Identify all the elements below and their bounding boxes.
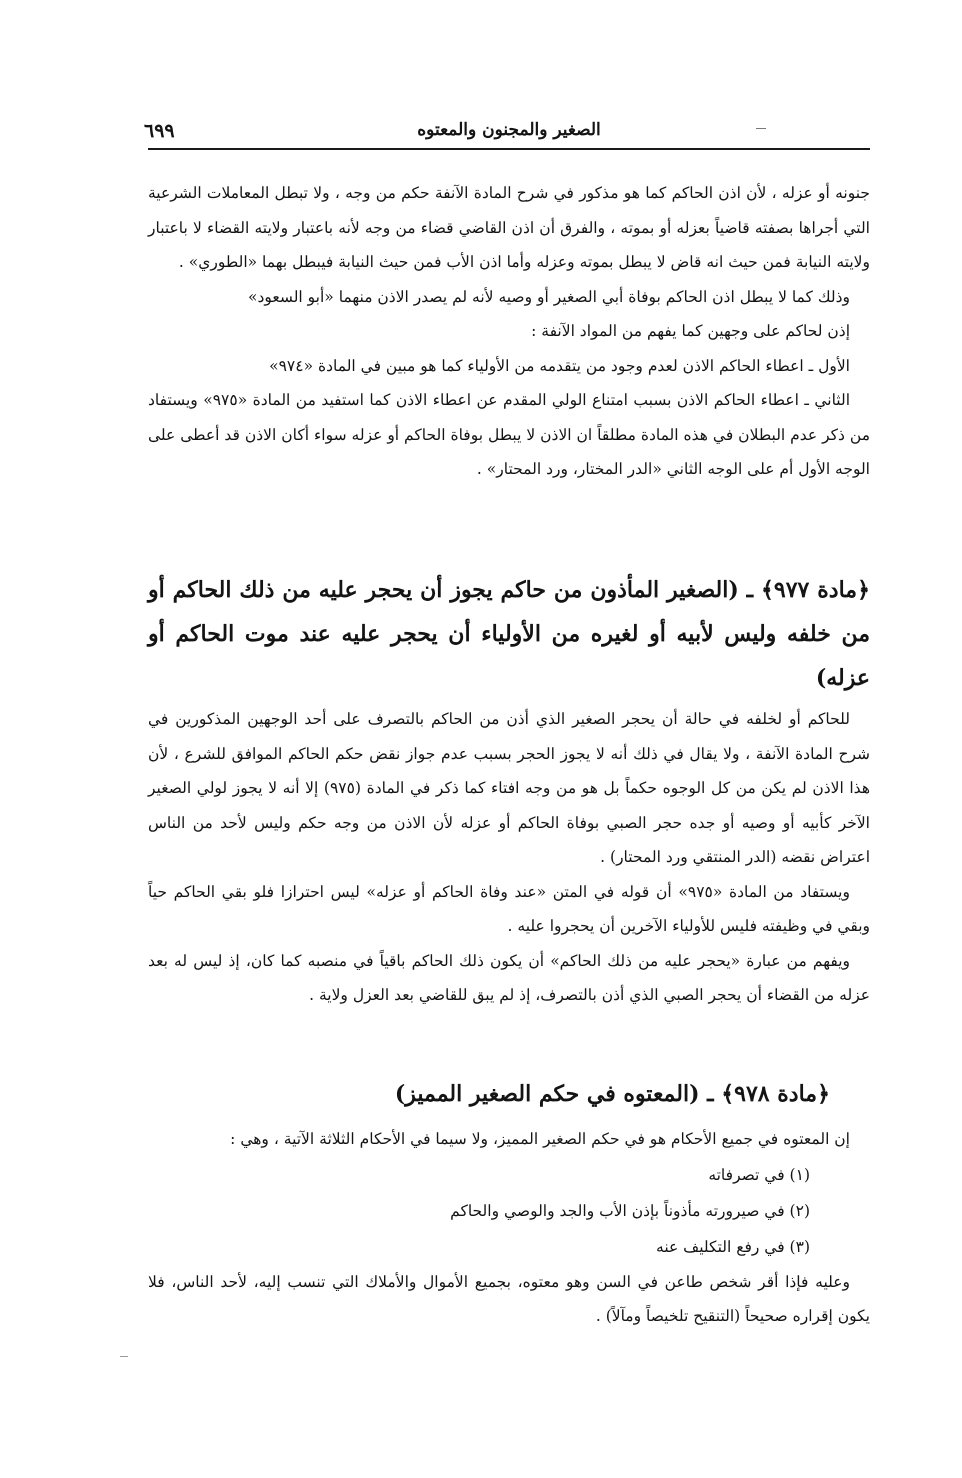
paragraph: ويفهم من عبارة «يحجر عليه من ذلك الحاكم» أن يكون ذلك الحاكم باقياً في منصبه كما كان، إذ ليس له بعد عزله من القضاء أن يحجر الصبي الذي أذن بالتصرف، إذ لم يبق للقاضي بعد العزل ولاية . [148, 951, 870, 1004]
article-978-heading: ﴿مادة ٩٧٨﴾ ـ (المعتوه في حكم الصغير المميز) [394, 1081, 830, 1107]
commentary-block-3 [148, 1122, 870, 1334]
article-977-heading: ﴿مادة ٩٧٧﴾ ـ (الصغير المأذون من حاكم يجوز أن يحجر عليه من ذلك الحاكم أو من خلفه وليس لأبيه أو لغيره من الأولياء أن يحجر عليه عند موت الحاكم أو عزله) [148, 577, 870, 691]
paragraph: ويستفاد من المادة «٩٧٥» أن قوله في المتن «عند وفاة الحاكم أو عزله» ليس احترازا فلو بقي الحاكم حياً وبقي في وظيفته فليس للأولياء الآخرين أن يحجروا عليه . [148, 882, 870, 935]
page-number: ٦٩٩ [144, 120, 175, 142]
paragraph: وعليه فإذا أقر شخص طاعن في السن وهو معتوه، بجميع الأموال والأملاك التي تنسب إليه، لأحد الناس، فلا يكون إقراره صحيحاً (التنقيح تلخيصاً ومآلاً) . [148, 1272, 870, 1325]
commentary-block-1 [148, 176, 870, 487]
book-page [144, 112, 870, 1325]
paragraph: وذلك كما لا يبطل اذن الحاكم بوفاة أبي الصغير أو وصيه لأنه لم يصدر الاذن منهما «أبو السعود» [248, 287, 850, 306]
running-title: الصغير والمجنون والمعتوه [417, 120, 601, 140]
paragraph: الثاني ـ اعطاء الحاكم الاذن بسبب امتناع الولي المقدم عن اعطاء الاذن كما استفيد من المادة «٩٧٥» ويستفاد من ذكر عدم البطلان في هذه المادة مطلقاً ان الاذن لا يبطل بوفاة الحاكم أو عزله سواء أكان الاذن قد أعطى على الوجه الأول أم على الوجه الثاني «الدر المختار، ورد المحتار» . [148, 391, 870, 478]
paragraph: جنونه أو عزله ، لأن اذن الحاكم كما هو مذكور في شرح المادة الآنفة حكم من وجه ، ولا تبطل المعاملات الشرعية التي أجراها بصفته قاضياً بعزله أو بموته ، والفرق أن اذن القاضي قضاء من وجه لأنه باعتبار ولايته القضاء لا باعتبار ولايته النيابة فمن حيث انه قاض لا يبطل بموته وعزله وأما اذن الأب فمن حيث النيابة فيبطل بهما «الطوري» . [148, 184, 870, 271]
list-item: (١) في تصرفاته [708, 1165, 810, 1184]
running-header [144, 112, 870, 150]
commentary-block-2 [148, 702, 870, 1013]
list-item: (٣) في رفع التكليف عنه [656, 1237, 810, 1256]
paragraph: إذن لحاكم على وجهين كما يفهم من المواد الآنفة : [531, 322, 850, 340]
paragraph: إن المعتوه في جميع الأحكام هو في حكم الصغير المميز، ولا سيما في الأحكام الثلاثة الآتية ، وهي : [230, 1130, 850, 1148]
list-item: (٢) في صيرورته مأذوناً بإذن الأب والجد والوصي والحاكم [450, 1201, 810, 1220]
paragraph: للحاكم أو لخلفه في حالة أن يحجر الصغير الذي أذن من الحاكم بالتصرف على أحد الوجهين المذكورين في شرح المادة الآنفة ، ولا يقال في ذلك أنه لا يجوز الحجر بسبب عدم جواز نقض حكم الحاكم الموافق للشرع ، لأن هذا الاذن لم يكن من كل الوجوه حكماً بل هو من وجه افتاء كما ذكر في المادة (٩٧٥) إلا أنه لا يجوز لولي الصغير الآخر كأبيه أو وصيه أو جده حجر الصبي بوفاة الحاكم أو عزله لأن الاذن من وجه حكم وليس لأحد من الناس اعتراض نقضه (الدر المنتقي ورد المحتار) . [148, 710, 870, 866]
scan-mark [120, 1356, 128, 1357]
paragraph: الأول ـ اعطاء الحاكم الاذن لعدم وجود من يتقدمه من الأولياء كما هو مبين في المادة «٩٧٤» [269, 356, 850, 375]
